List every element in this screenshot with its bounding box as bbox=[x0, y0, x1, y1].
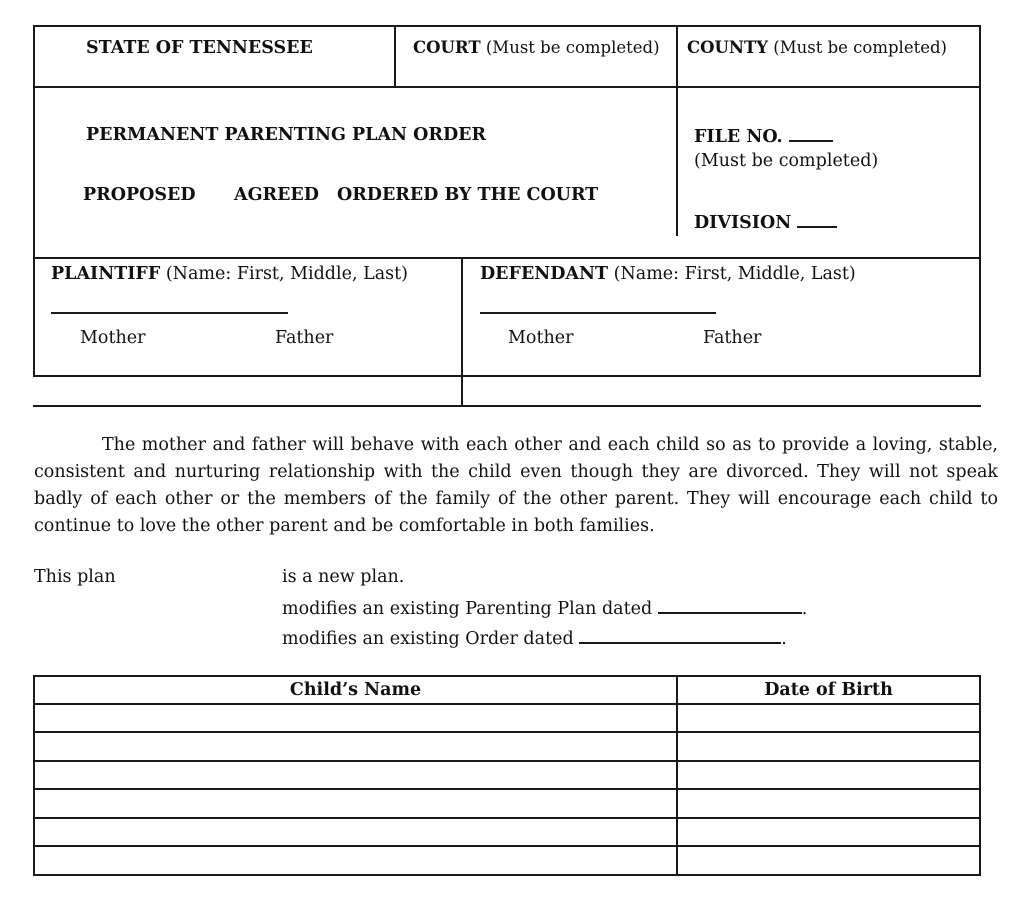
child-dob-cell[interactable] bbox=[678, 705, 979, 731]
defendant-note: (Name: First, Middle, Last) bbox=[613, 264, 856, 284]
option-proposed[interactable]: PROPOSED bbox=[83, 185, 196, 205]
file-no-field bbox=[694, 124, 833, 148]
order-date-blank[interactable] bbox=[579, 626, 781, 644]
header-col-divider-2 bbox=[676, 25, 678, 88]
plan-option-modifies-order-text: modifies an existing Order dated bbox=[282, 629, 574, 649]
division-label: DIVISION bbox=[694, 213, 792, 233]
parenting-plan-date-blank[interactable] bbox=[658, 596, 802, 614]
parties-bottom-line bbox=[33, 375, 981, 377]
header-divider bbox=[33, 86, 981, 88]
child-name-cell[interactable] bbox=[35, 819, 676, 845]
county-field bbox=[687, 37, 947, 59]
parties-extra-line bbox=[33, 405, 981, 407]
order-divider bbox=[33, 257, 981, 259]
child-name-cell[interactable] bbox=[35, 790, 676, 817]
plaintiff-name-line[interactable] bbox=[51, 312, 288, 314]
box-right-border bbox=[979, 25, 981, 259]
defendant-father[interactable]: Father bbox=[703, 328, 762, 348]
statement-paragraph: The mother and father will behave with each other and each child so as to provide a loving, stable, consistent and nurturing relationship with the child even though they are divorced. They will not speak badly of each other or the members of the family of the other parent. They will encourage each child to continue to love the other parent and be comfortable in both families. bbox=[34, 435, 998, 536]
state-title: STATE OF TENNESSEE bbox=[86, 38, 313, 58]
table-right-border bbox=[979, 675, 981, 876]
option-agreed[interactable]: AGREED bbox=[234, 185, 319, 205]
parties-right-border bbox=[979, 257, 981, 377]
file-no-blank[interactable] bbox=[789, 124, 833, 142]
court-field bbox=[413, 37, 660, 59]
box-left-border bbox=[33, 25, 35, 259]
child-dob-cell[interactable] bbox=[678, 733, 979, 760]
county-label: COUNTY bbox=[687, 38, 769, 57]
plaintiff-father[interactable]: Father bbox=[275, 328, 334, 348]
division-field bbox=[694, 210, 837, 234]
file-no-note: (Must be completed) bbox=[694, 151, 879, 171]
defendant-name-line[interactable] bbox=[480, 312, 716, 314]
col-childs-name: Child’s Name bbox=[289, 680, 422, 700]
plan-option-new[interactable]: is a new plan. bbox=[282, 567, 405, 587]
court-label: COURT bbox=[413, 38, 481, 57]
plaintiff-header bbox=[51, 263, 408, 285]
plan-end-mark: . bbox=[801, 599, 808, 619]
parties-col-divider bbox=[461, 257, 463, 407]
parties-left-border bbox=[33, 257, 35, 377]
plan-option-modifies-order[interactable] bbox=[282, 626, 787, 650]
plaintiff-mother[interactable]: Mother bbox=[80, 328, 146, 348]
child-dob-cell[interactable] bbox=[678, 762, 979, 788]
order-title: PERMANENT PARENTING PLAN ORDER bbox=[86, 125, 486, 145]
file-no-label: FILE NO. bbox=[694, 127, 783, 147]
order-end-mark: . bbox=[781, 629, 787, 649]
plan-option-modifies-plan-text: modifies an existing Parenting Plan dated bbox=[282, 599, 653, 619]
child-name-cell[interactable] bbox=[35, 705, 676, 731]
division-blank[interactable] bbox=[797, 210, 837, 228]
child-name-cell[interactable] bbox=[35, 762, 676, 788]
child-dob-cell[interactable] bbox=[678, 847, 979, 874]
child-name-cell[interactable] bbox=[35, 733, 676, 760]
child-dob-cell[interactable] bbox=[678, 819, 979, 845]
table-bottom-border bbox=[33, 874, 981, 876]
plan-option-modifies-plan[interactable] bbox=[282, 596, 807, 620]
court-note: (Must be completed) bbox=[485, 38, 660, 57]
county-note: (Must be completed) bbox=[773, 38, 947, 57]
child-name-cell[interactable] bbox=[35, 847, 676, 874]
plaintiff-note: (Name: First, Middle, Last) bbox=[165, 264, 408, 284]
defendant-label: DEFENDANT bbox=[480, 264, 609, 284]
defendant-header bbox=[480, 263, 856, 285]
child-dob-cell[interactable] bbox=[678, 790, 979, 817]
table-top-border bbox=[33, 675, 981, 677]
plan-label: This plan bbox=[34, 567, 116, 587]
defendant-mother[interactable]: Mother bbox=[508, 328, 574, 348]
top-border bbox=[33, 25, 981, 27]
option-ordered-by-court[interactable]: ORDERED BY THE COURT bbox=[337, 185, 599, 205]
header-col-divider-1 bbox=[394, 25, 396, 88]
col-date-of-birth: Date of Birth bbox=[764, 680, 893, 700]
plaintiff-label: PLAINTIFF bbox=[51, 264, 161, 284]
order-col-divider bbox=[676, 86, 678, 236]
